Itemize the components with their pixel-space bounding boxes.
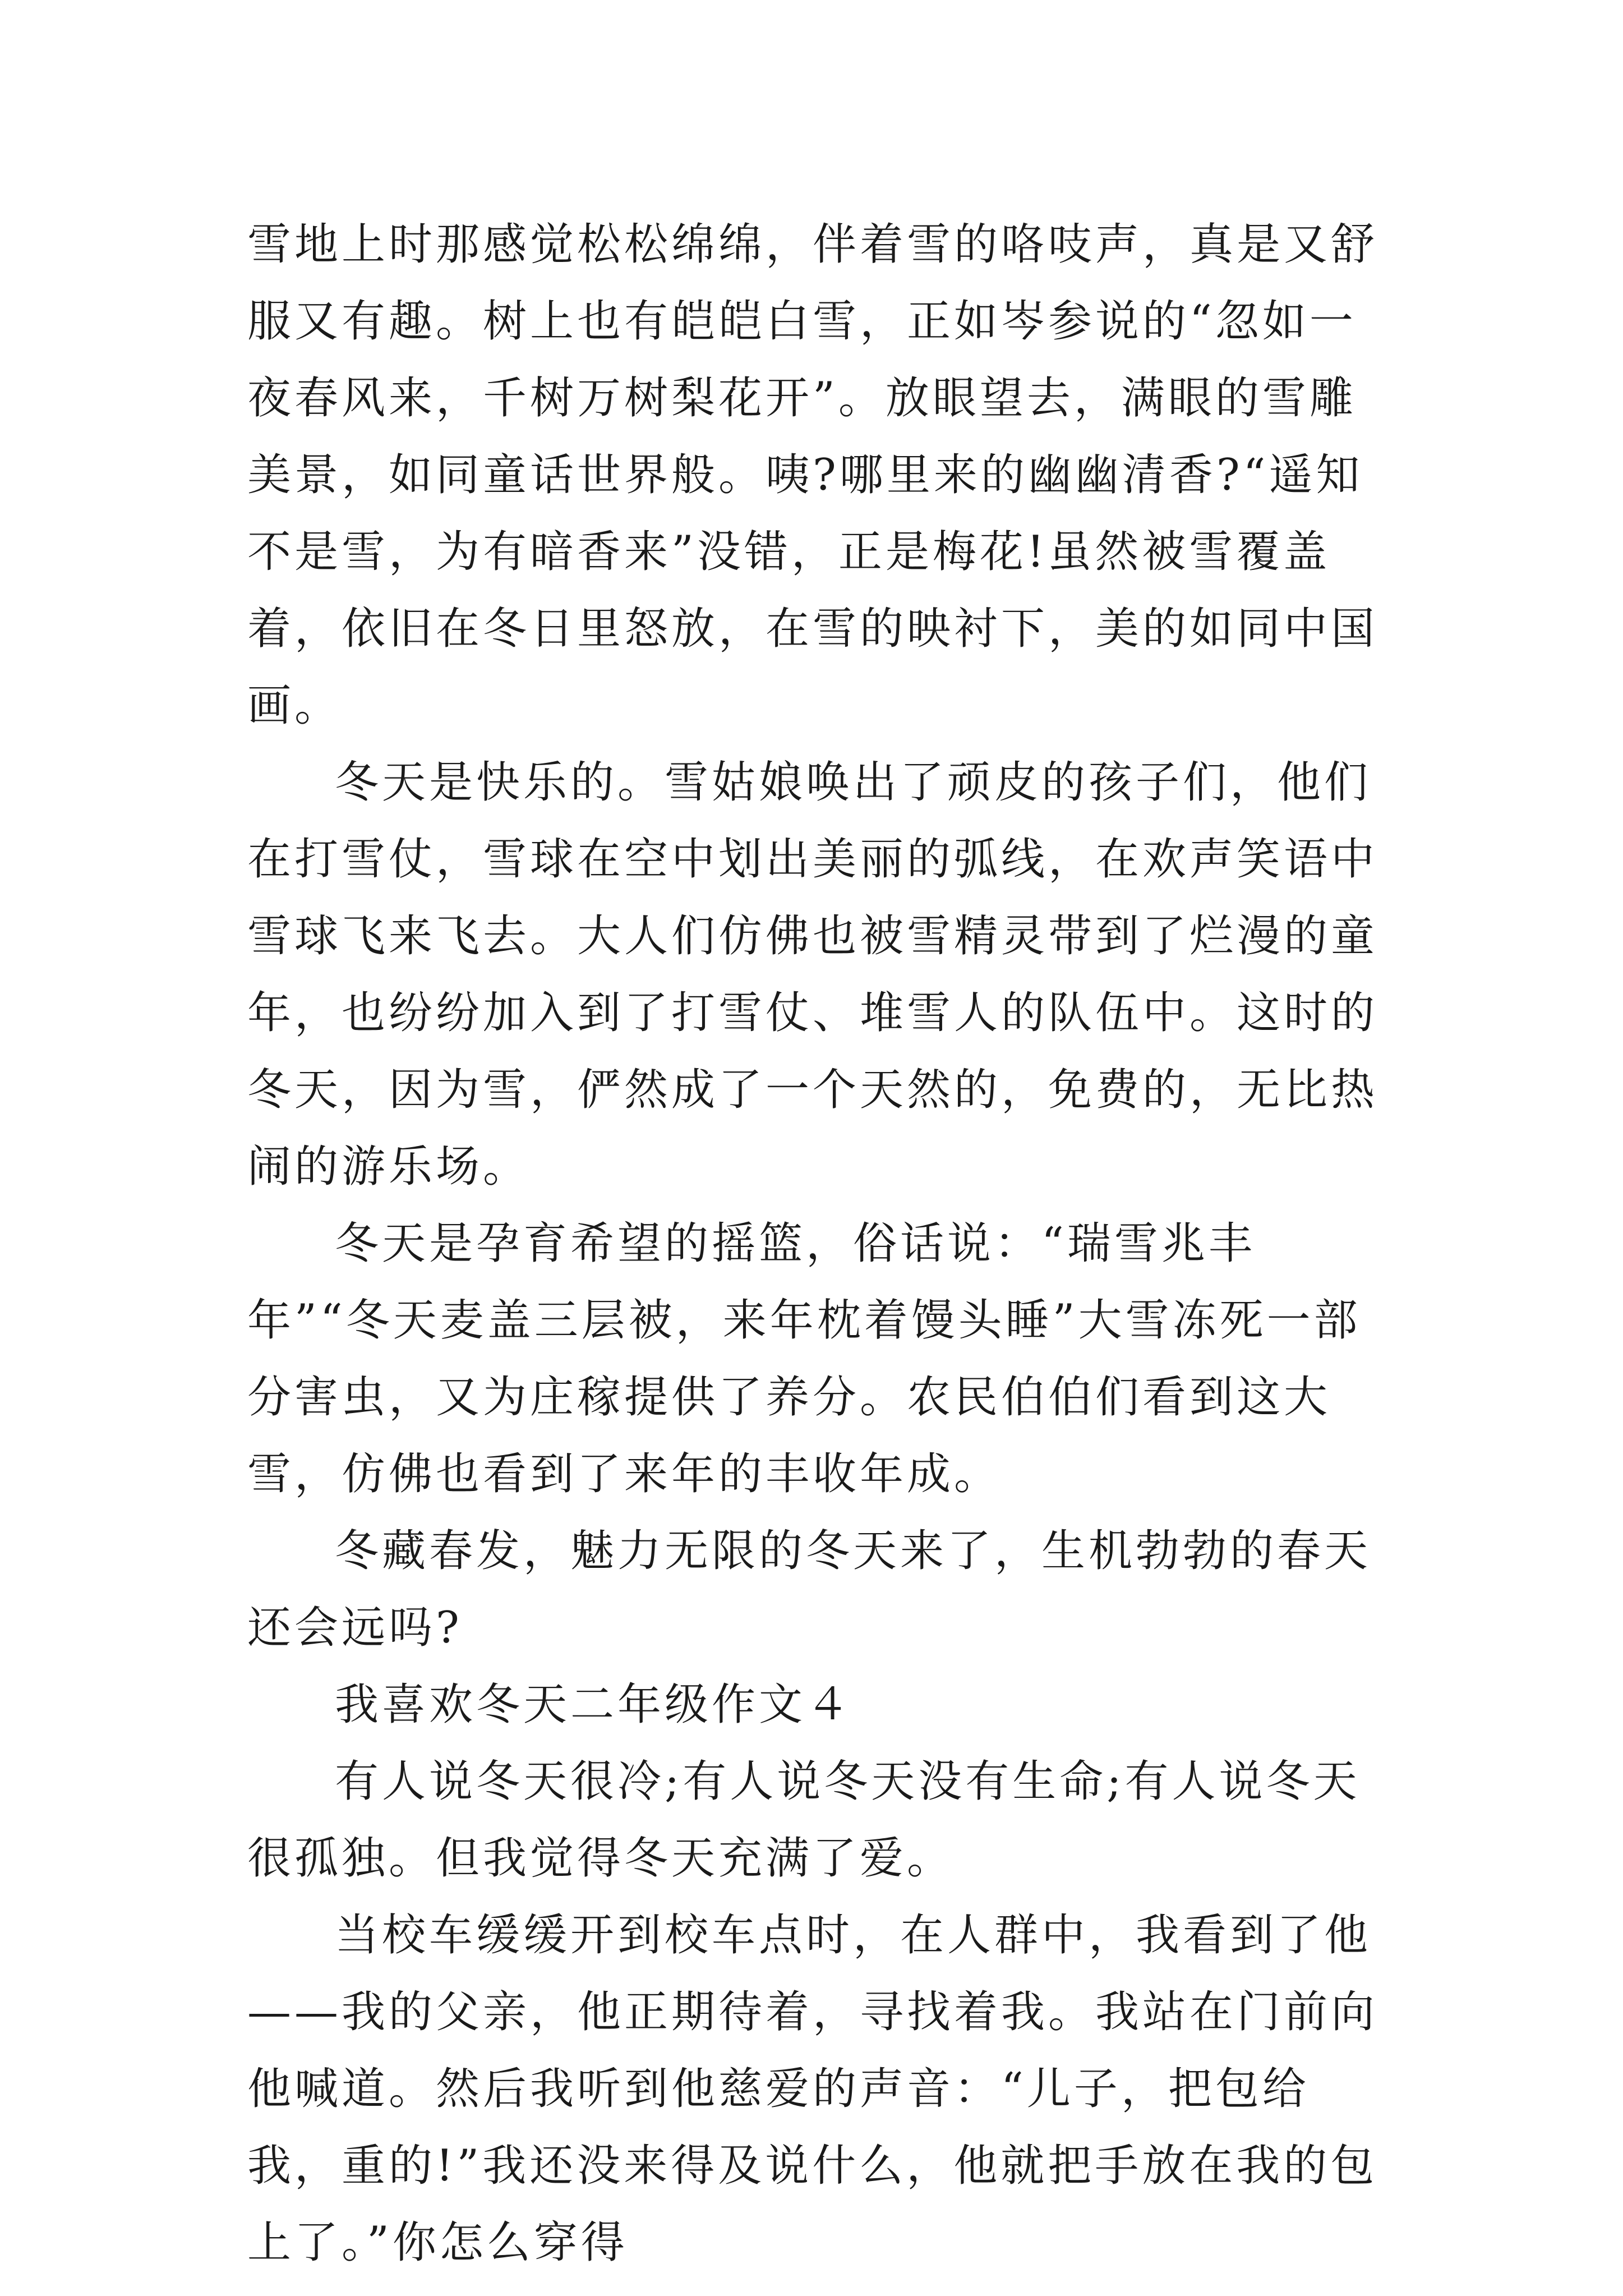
paragraph: 冬藏春发，魅力无限的冬天来了，生机勃勃的春天还会远吗? bbox=[247, 1526, 1372, 1653]
paragraph: 冬天是孕育希望的摇篮，俗话说：“瑞雪兆丰年”“冬天麦盖三层被，来年枕着馒头睡”大雪冻死一部分害虫，又为庄稼提供了养分。农民伯伯们看到这大雪，仿佛也看到了来年的丰收年成。 bbox=[247, 1218, 1361, 1499]
paragraph: 冬天是快乐的。雪姑娘唤出了顽皮的孩子们，他们在打雪仗，雪球在空中划出美丽的弧线，在欢声笑语中雪球飞来飞去。大人们仿佛也被雪精灵带到了烂漫的童年，也纷纷加入到了打雪仗、堆雪人的队伍中。这时的冬天，因为雪，俨然成了一个天然的，免费的，无比热闹的游乐场。 bbox=[247, 757, 1378, 1192]
section-heading: 我喜欢冬天二年级作文４ bbox=[335, 1680, 854, 1730]
paragraph: 有人说冬天很冷;有人说冬天没有生命;有人说冬天很孤独。但我觉得冬天充满了爱。 bbox=[247, 1756, 1361, 1884]
paragraph-continued: 雪地上时那感觉松松绵绵，伴着雪的咯吱声，真是又舒服又有趣。树上也有皑皑白雪，正如岑参说的“忽如一夜春风来，千树万树梨花开”。放眼望去，满眼的雪雕美景，如同童话世界般。咦?哪里来的幽幽清香?“遥知不是雪，为有暗香来”没错，正是梅花!虽然被雪覆盖着，依旧在冬日里怒放，在雪的映衬下，美的如同中国画。 bbox=[247, 219, 1378, 731]
body-text bbox=[247, 206, 1391, 2281]
paragraph: 当校车缓缓开到校车点时，在人群中，我看到了他——我的父亲，他正期待着，寻找着我。我站在门前向他喊道。然后我听到他慈爱的声音：“儿子，把包给我，重的!”我还没来得及说什么，他就把手放在我的包上了。”你怎么穿得 bbox=[247, 1910, 1378, 2268]
